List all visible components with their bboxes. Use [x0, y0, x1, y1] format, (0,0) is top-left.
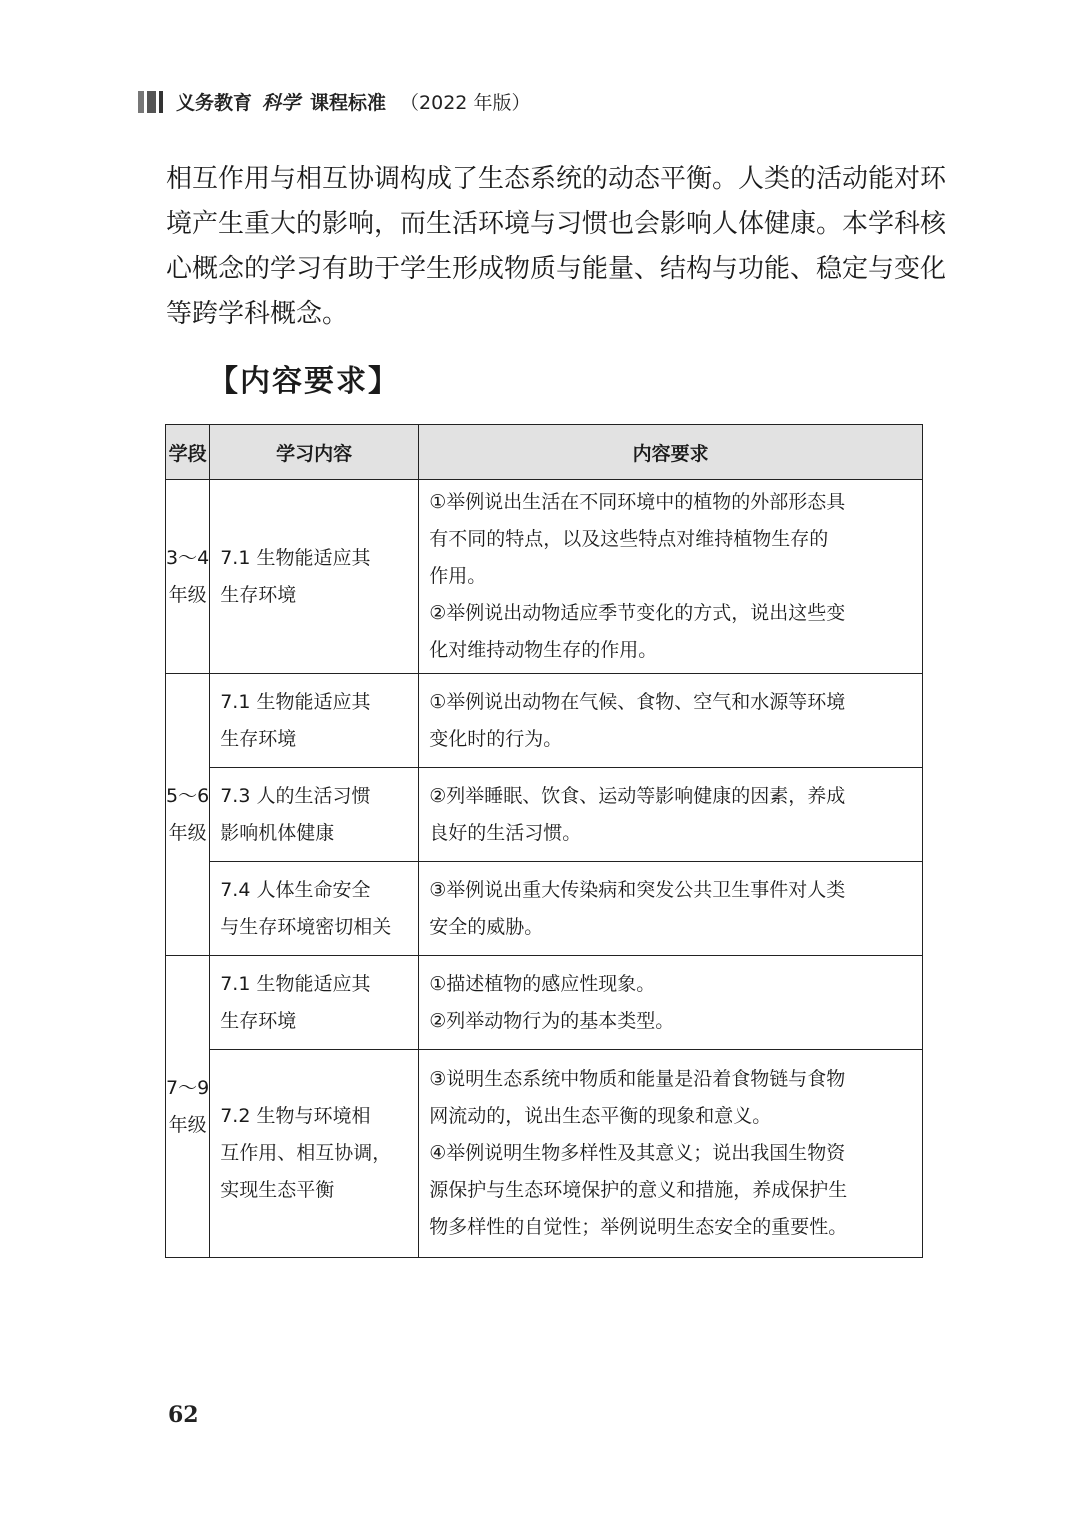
topic-line: 7.1 生物能适应其 — [220, 690, 371, 713]
requirements-cell — [419, 956, 923, 1050]
topic-line: 与生存环境密切相关 — [220, 915, 392, 938]
table-row — [166, 1050, 923, 1258]
topic-cell — [210, 1050, 419, 1258]
requirement-line: 有不同的特点，以及这些特点对维持植物生存的 — [429, 528, 829, 550]
section-title: 【内容要求】 — [208, 364, 400, 399]
topic-cell — [210, 862, 419, 956]
paragraph-line: 相互作用与相互协调构成了生态系统的动态平衡。人类的活动能对环 — [166, 164, 947, 194]
requirement-line: 化对维持动物生存的作用。 — [429, 639, 658, 661]
topic-line: 生存环境 — [220, 727, 297, 750]
topic-line: 生存环境 — [220, 583, 297, 606]
stage-label: 年级 — [168, 583, 207, 606]
requirement-line: ①举例说出生活在不同环境中的植物的外部形态具 — [429, 491, 846, 513]
stage-cell — [166, 674, 210, 956]
header-subject: 科学 — [262, 92, 301, 114]
requirements-cell — [419, 674, 923, 768]
table-header-row — [166, 425, 923, 480]
topic-line: 7.1 生物能适应其 — [220, 546, 371, 569]
body-paragraph — [166, 157, 947, 337]
topic-line: 互作用、相互协调， — [220, 1142, 392, 1164]
header-book: 义务教育 — [176, 92, 253, 114]
requirement-line: ②列举动物行为的基本类型。 — [429, 1009, 675, 1032]
header-topic: 学习内容 — [210, 425, 419, 480]
paragraph-line: 等跨学科概念。 — [166, 299, 349, 329]
topic-line: 7.2 生物与环境相 — [220, 1105, 371, 1127]
table-row — [166, 480, 923, 674]
stage-label: 年级 — [168, 821, 207, 844]
topic-line: 7.1 生物能适应其 — [220, 972, 371, 995]
content-requirements-table — [165, 424, 923, 1258]
requirement-line: ①描述植物的感应性现象。 — [429, 972, 656, 995]
table-row — [166, 674, 923, 768]
requirement-line: ②列举睡眠、饮食、运动等影响健康的因素，养成 — [429, 784, 846, 807]
stage-cell — [166, 480, 210, 674]
requirement-line: ③说明生态系统中物质和能量是沿着食物链与食物 — [429, 1068, 846, 1090]
table-row — [166, 768, 923, 862]
header-stage: 学段 — [166, 425, 210, 480]
topic-line: 影响机体健康 — [220, 821, 335, 844]
requirement-line: ④举例说明生物多样性及其意义；说出我国生物资 — [429, 1142, 846, 1164]
requirement-line: 变化时的行为。 — [429, 727, 563, 750]
requirement-line: 良好的生活习惯。 — [429, 821, 582, 844]
paragraph-line: 境产生重大的影响，而生活环境与习惯也会影响人体健康。本学科核 — [166, 209, 947, 239]
header-bars-icon — [138, 91, 166, 113]
requirement-line: ③举例说出重大传染病和突发公共卫生事件对人类 — [429, 878, 846, 901]
topic-cell — [210, 768, 419, 862]
requirement-line: 源保护与生态环境保护的意义和措施，养成保护生 — [429, 1179, 848, 1201]
topic-line: 7.4 人体生命安全 — [220, 878, 371, 901]
stage-range: 5～6 — [166, 784, 210, 807]
topic-cell — [210, 480, 419, 674]
stage-range: 3～4 — [166, 546, 210, 569]
stage-range: 7～9 — [166, 1076, 210, 1099]
topic-line: 生存环境 — [220, 1009, 297, 1032]
running-header — [138, 88, 530, 115]
requirement-line: ①举例说出动物在气候、食物、空气和水源等环境 — [429, 690, 846, 713]
table-row — [166, 862, 923, 956]
stage-label: 年级 — [168, 1113, 207, 1136]
requirement-line: 作用。 — [429, 565, 487, 587]
header-requirements: 内容要求 — [419, 425, 923, 480]
header-edition: （2022 年版） — [400, 92, 531, 114]
topic-line: 7.3 人的生活习惯 — [220, 784, 371, 807]
requirements-cell — [419, 862, 923, 956]
header-standard: 课程标准 — [310, 92, 387, 114]
requirement-line: 物多样性的自觉性；举例说明生态安全的重要性。 — [429, 1216, 848, 1238]
requirement-line: ②举例说出动物适应季节变化的方式，说出这些变 — [429, 602, 846, 624]
topic-cell — [210, 674, 419, 768]
page-number: 62 — [168, 1402, 199, 1428]
stage-cell — [166, 956, 210, 1258]
topic-line: 实现生态平衡 — [220, 1179, 335, 1201]
requirements-cell — [419, 768, 923, 862]
requirement-line: 安全的威胁。 — [429, 915, 544, 938]
paragraph-line: 心概念的学习有助于学生形成物质与能量、结构与功能、稳定与变化 — [166, 254, 947, 284]
topic-cell — [210, 956, 419, 1050]
requirements-cell — [419, 480, 923, 674]
requirement-line: 网流动的，说出生态平衡的现象和意义。 — [429, 1105, 772, 1127]
requirements-cell — [419, 1050, 923, 1258]
table-row — [166, 956, 923, 1050]
